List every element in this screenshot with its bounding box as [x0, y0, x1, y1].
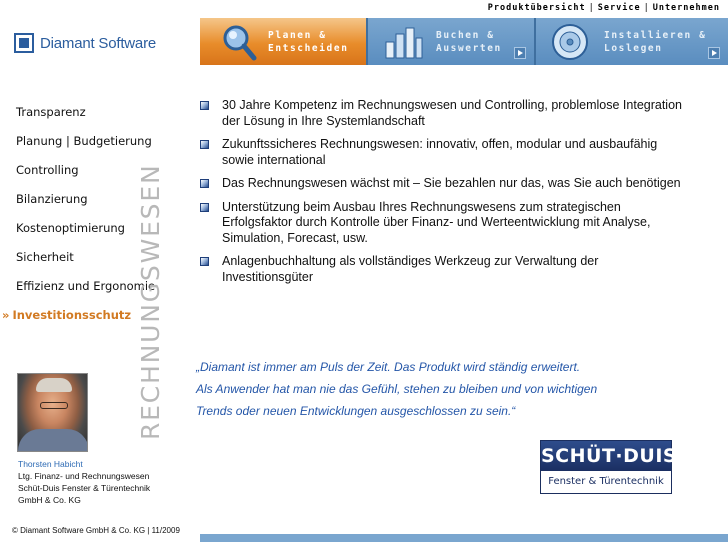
- list-item-text: Das Rechnungswesen wächst mit – Sie bezahlen nur das, was Sie auch benötigen: [222, 176, 681, 190]
- quote-line: „Diamant ist immer am Puls der Zeit. Das Produkt wird ständig erweitert.: [196, 360, 581, 374]
- list-item-text: Unterstützung beim Ausbau Ihres Rechnungswesens zum strategischen Erfolgsfaktor durch Kontrolle über Finanz- und Werteentwicklung mit Analyse, Simulation, Forecast, usw.: [222, 199, 651, 245]
- list-item: [200, 137, 690, 168]
- tab-installieren-loslegen[interactable]: [534, 18, 728, 65]
- diamant-logo-icon: [14, 33, 34, 53]
- tab-label: Planen & Entscheiden: [268, 30, 349, 54]
- quote-line: Trends oder neuen Entwicklungen ausgeschlossen zu sein.“: [196, 404, 516, 418]
- footer-bar: [200, 534, 728, 542]
- sidebar-item-controlling[interactable]: Controlling: [16, 163, 79, 177]
- arrow-right-icon[interactable]: [708, 47, 720, 59]
- photo-glasses: [40, 402, 68, 409]
- top-link-produktuebersicht[interactable]: Produktübersicht: [487, 3, 586, 13]
- sidebar-item-planung-budgetierung[interactable]: Planung | Budgetierung: [16, 134, 152, 148]
- photo-hair: [36, 378, 72, 392]
- bullet-square-icon: [200, 101, 209, 110]
- customer-logo-tagline: Fenster & Türentechnik: [548, 476, 664, 487]
- arrow-right-icon[interactable]: [514, 47, 526, 59]
- list-item-text: 30 Jahre Kompetenz im Rechnungswesen und Controlling, problemlose Integration der Lösung in Ihre Systemlandschaft: [222, 98, 682, 128]
- author-role: Ltg. Finanz- und Rechnungswesen: [18, 471, 150, 481]
- cd-icon: [548, 22, 594, 62]
- tab-planen-entscheiden[interactable]: [200, 18, 366, 65]
- bullet-square-icon: [200, 140, 209, 149]
- top-nav-separator: |: [643, 3, 650, 13]
- footer-copyright: © Diamant Software GmbH & Co. KG | 11/2009: [12, 526, 180, 535]
- tab-buchen-auswerten[interactable]: [366, 18, 534, 65]
- sidebar-item-transparenz[interactable]: Transparenz: [16, 105, 86, 119]
- customer-logo-name: SCHÜT·DUIS: [541, 441, 671, 471]
- testimonial-quote: [196, 356, 696, 422]
- logo-text: Diamant Software: [40, 34, 157, 52]
- testimonial-photo: [17, 373, 88, 452]
- sidebar-item-bilanzierung[interactable]: Bilanzierung: [16, 192, 88, 206]
- top-nav: [488, 3, 720, 13]
- author-company-legal: GmbH & Co. KG: [18, 495, 81, 505]
- list-item: [200, 254, 690, 285]
- photo-shirt: [18, 429, 88, 451]
- list-item: [200, 200, 690, 247]
- list-item-text: Anlagenbuchhaltung als vollständiges Werkzeug zur Verwaltung der Investitionsgüter: [222, 254, 599, 284]
- customer-logo: [540, 440, 678, 494]
- sidebar-item-effizienz-ergonomie[interactable]: Effizienz und Ergonomie: [16, 279, 156, 293]
- sidebar-item-label: Investitionsschutz: [12, 308, 132, 322]
- bullet-square-icon: [200, 203, 209, 212]
- author-company: Schüt-Duis Fenster & Türentechnik: [18, 483, 151, 493]
- double-chevron-icon: »: [2, 308, 10, 322]
- tab-label: Buchen & Auswerten: [436, 30, 502, 54]
- magnifier-icon: [214, 22, 260, 62]
- top-link-unternehmen[interactable]: Unternehmen: [652, 3, 720, 13]
- sidebar-item-kostenoptimierung[interactable]: Kostenoptimierung: [16, 221, 125, 235]
- list-item: [200, 176, 690, 192]
- section-vertical-title: RECHNUNGSWESEN: [136, 163, 165, 440]
- bullet-square-icon: [200, 257, 209, 266]
- bullet-square-icon: [200, 179, 209, 188]
- bar-chart-icon: [380, 22, 426, 62]
- testimonial-author: [18, 458, 150, 506]
- top-nav-separator: |: [588, 3, 595, 13]
- author-name: Thorsten Habicht: [18, 459, 83, 469]
- product-banner: [200, 18, 728, 65]
- list-item: [200, 98, 690, 129]
- list-item-text: Zukunftssicheres Rechnungswesen: innovativ, offen, modular und ausbaufähig sowie international: [222, 137, 658, 167]
- tab-label: Installieren & Loslegen: [604, 30, 707, 54]
- top-link-service[interactable]: Service: [597, 3, 641, 13]
- sidebar-item-sicherheit[interactable]: Sicherheit: [16, 250, 74, 264]
- quote-line: Als Anwender hat man nie das Gefühl, stehen zu bleiben und von wichtigen: [196, 382, 598, 396]
- company-logo[interactable]: [14, 27, 174, 59]
- feature-list: [200, 98, 690, 293]
